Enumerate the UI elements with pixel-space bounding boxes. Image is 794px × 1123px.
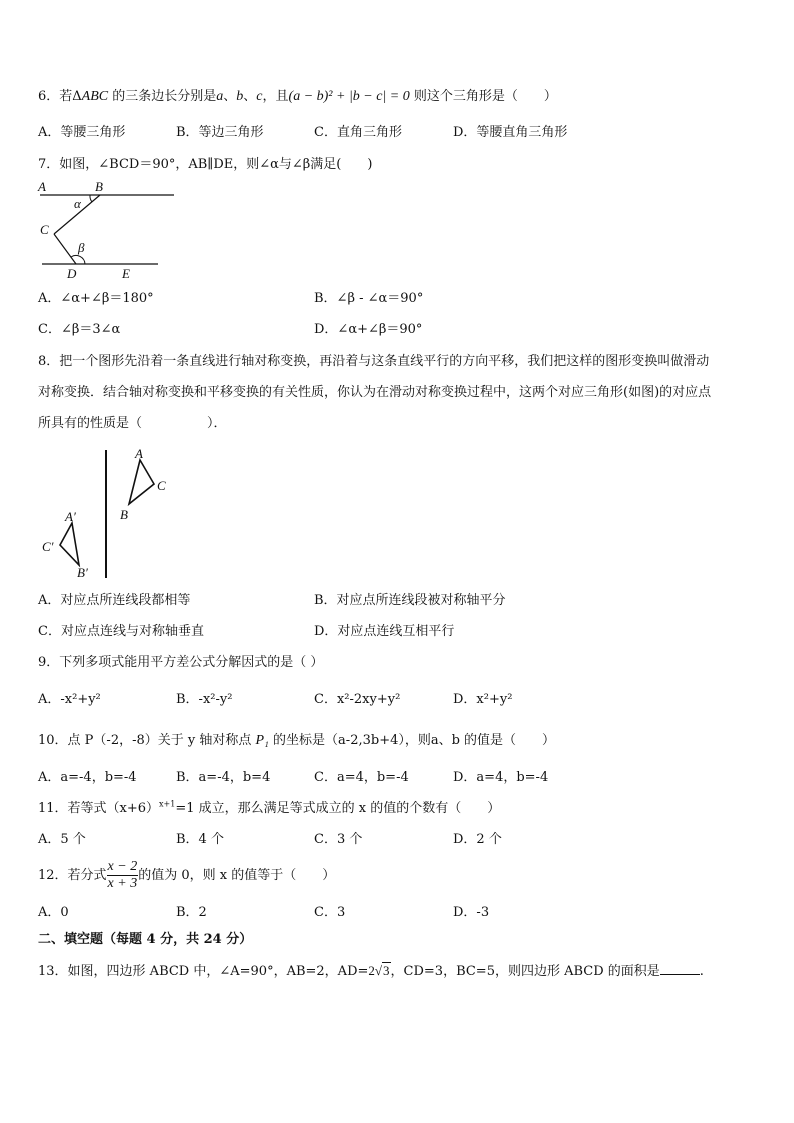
- label-e: E: [122, 266, 130, 280]
- label-b-prime: B′: [77, 565, 88, 580]
- label-b: B: [120, 507, 128, 522]
- q10-option-c: C．a=4，b=-4: [314, 770, 409, 785]
- segment-cd: [54, 234, 76, 264]
- question-7-stem: 7．如图，∠BCD＝90°，AB∥DE，则∠α与∠β满足( ): [38, 157, 373, 172]
- q6-option-d: D．等腰直角三角形: [453, 125, 568, 140]
- q6-option-c: C．直角三角形: [314, 125, 402, 140]
- sqrt-expression: 2√3: [368, 963, 390, 978]
- question-11-stem: 11．若等式$(x+6)^{x+1}=1$ 成立，那么满足等式成立的 x 的值的个数有（ ）: [38, 799, 501, 816]
- question-8-stem-line3: 所具有的性质是（ ）．: [38, 416, 227, 431]
- q8-option-b: B．对应点所连线段被对称轴平分: [314, 593, 506, 608]
- question-9-stem: 9．下列多项式能用平方差公式分解因式的是（ ）: [38, 655, 324, 670]
- q11-option-c: C．3 个: [314, 832, 363, 847]
- answer-blank: [660, 962, 700, 975]
- q12-option-b: B．2: [176, 905, 207, 920]
- q10-option-b: B．a=-4，b=4: [176, 770, 271, 785]
- q10-option-a: A．a=-4，b=-4: [38, 770, 137, 785]
- label-beta: β: [78, 240, 85, 255]
- q9-option-d: D．x²+y²: [453, 692, 513, 707]
- label-c-prime: C′: [42, 539, 54, 554]
- q12-option-c: C．3: [314, 905, 346, 920]
- q7-option-c: C．∠β＝3∠α: [38, 322, 121, 337]
- question-10-stem: 10．点 P（-2，-8）关于 y 轴对称点 P₁ 的坐标是（a-2,3b+4），则a、b 的值是（ ）: [38, 733, 556, 748]
- q8-option-d: D．对应点连线互相平行: [314, 624, 455, 639]
- q6-expression: (a − b)² + |b − c| = 0: [288, 89, 410, 104]
- q11-option-d: D．2 个: [453, 832, 502, 847]
- label-alpha: α: [74, 196, 81, 211]
- q12-fraction: $\frac{x - 2}{x + 3}$: [107, 859, 138, 891]
- q8-option-c: C．对应点连线与对称轴垂直: [38, 624, 204, 639]
- label-a: A: [38, 179, 46, 194]
- label-c: C: [157, 478, 166, 493]
- q9-option-b: B．-x²-y²: [176, 692, 233, 707]
- q11-option-a: A．5 个: [38, 832, 86, 847]
- question-13-stem: 13．如图，四边形 ABCD 中，∠A=90°，AB=2，AD=2√3，CD=3，BC=5，则四边形 ABCD 的面积是 .: [38, 963, 704, 979]
- q7-option-a: A．∠α+∠β＝180°: [38, 291, 154, 306]
- label-a-prime: A′: [65, 509, 76, 524]
- q8-option-a: A．对应点所连线段都相等: [38, 593, 191, 608]
- q9-option-a: A．-x²+y²: [38, 692, 101, 707]
- question-12-stem: 12．若分式 $\frac{x - 2}{x + 3}$ 的值为 0，则 x 的值等于（ ）: [38, 859, 336, 891]
- question-8-stem-line1: 8．把一个图形先沿着一条直线进行轴对称变换，再沿着与这条直线平行的方向平移，我们把这样的图形变换叫做滑动: [38, 354, 710, 369]
- q6-option-a: A．等腰三角形: [38, 125, 126, 140]
- label-b: B: [95, 179, 103, 194]
- q8-figure: [36, 444, 186, 582]
- q12-option-a: A．0: [38, 905, 69, 920]
- q7-option-b: B．∠β - ∠α＝90°: [314, 291, 424, 306]
- q9-option-c: C．x²-2xy+y²: [314, 692, 401, 707]
- question-8-stem-line2: 对称变换．结合轴对称变换和平移变换的有关性质，你认为在滑动对称变换过程中，这两个对应三角形(如图)的对应点: [38, 385, 712, 400]
- q7-option-d: D．∠α+∠β＝90°: [314, 322, 423, 337]
- q6-option-b: B．等边三角形: [176, 125, 264, 140]
- angle-alpha-arc: [90, 195, 92, 202]
- label-d: D: [67, 266, 77, 280]
- q10-option-d: D．a=4，b=-4: [453, 770, 549, 785]
- triangle-abc: [129, 460, 154, 504]
- label-a: A: [135, 446, 143, 461]
- q7-figure: [34, 176, 184, 280]
- triangle-a1b1c1: [60, 523, 79, 565]
- q12-option-d: D．-3: [453, 905, 490, 920]
- question-6-stem: 6．若ΔABC 的三条边长分别是a、b、c，且(a − b)² + |b − c| = 0 则这个三角形是（ ）: [38, 89, 557, 104]
- section-title-fill-in: 二、填空题（每题 4 分，共 24 分）: [38, 932, 253, 947]
- q11-option-b: B．4 个: [176, 832, 224, 847]
- label-c: C: [40, 222, 49, 237]
